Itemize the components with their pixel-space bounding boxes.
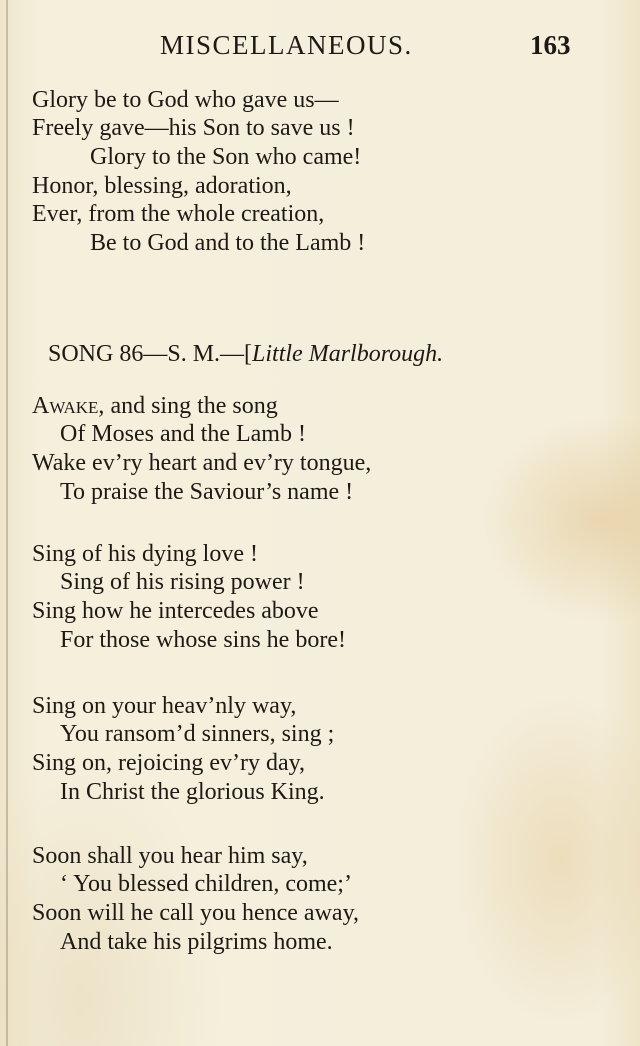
verse-line: Sing on your heav’nly way,: [32, 693, 297, 719]
verse-line: Soon will he call you hence away,: [32, 900, 360, 926]
verse-line: You ransom’d sinners, sing ;: [60, 721, 335, 747]
song-number-label: SONG 86—S. M.—[: [48, 341, 253, 367]
verse-line: Ever, from the whole creation,: [32, 201, 325, 227]
verse-line-rest: and sing the song: [104, 393, 278, 419]
song-stanza-4: [0, 842, 620, 962]
verse-line: [32, 392, 278, 420]
verse-line: Honor, blessing, adoration,: [32, 173, 292, 199]
page-header: [0, 30, 640, 70]
verse-line: Sing on, rejoicing ev’ry day,: [32, 750, 306, 776]
verse-line: Of Moses and the Lamb !: [60, 421, 306, 447]
verse-line: Glory be to God who gave us—: [32, 87, 339, 113]
verse-line: Freely gave—his Son to save us !: [32, 115, 355, 141]
verse-line: Be to God and to the Lamb !: [90, 230, 366, 256]
tune-name: Little Marlborough.: [252, 341, 444, 367]
song-stanza-1: [0, 392, 620, 512]
verse-line: Soon shall you hear him say,: [32, 843, 308, 869]
verse-line: For those whose sins he bore!: [60, 627, 346, 653]
verse-line: ‘ You blessed children, come;’: [60, 871, 352, 897]
song-heading: [48, 340, 443, 368]
verse-line: Sing how he intercedes above: [32, 598, 319, 624]
song-stanza-2: [0, 540, 620, 660]
verse-line: Wake ev’ry heart and ev’ry tongue,: [32, 450, 372, 476]
verse-line: In Christ the glorious King.: [60, 779, 325, 805]
verse-line: Sing of his rising power !: [60, 569, 305, 595]
verse-line: To praise the Saviour’s name !: [60, 479, 354, 505]
verse-line: And take his pilgrims home.: [60, 929, 333, 955]
running-title: MISCELLANEOUS.: [160, 30, 413, 60]
first-word: Awake,: [32, 393, 105, 419]
verse-line: Glory to the Son who came!: [90, 144, 362, 170]
song-stanza-3: [0, 692, 620, 812]
closing-stanza: [0, 86, 620, 266]
page-number: 163: [530, 30, 571, 60]
verse-line: Sing of his dying love !: [32, 541, 258, 567]
